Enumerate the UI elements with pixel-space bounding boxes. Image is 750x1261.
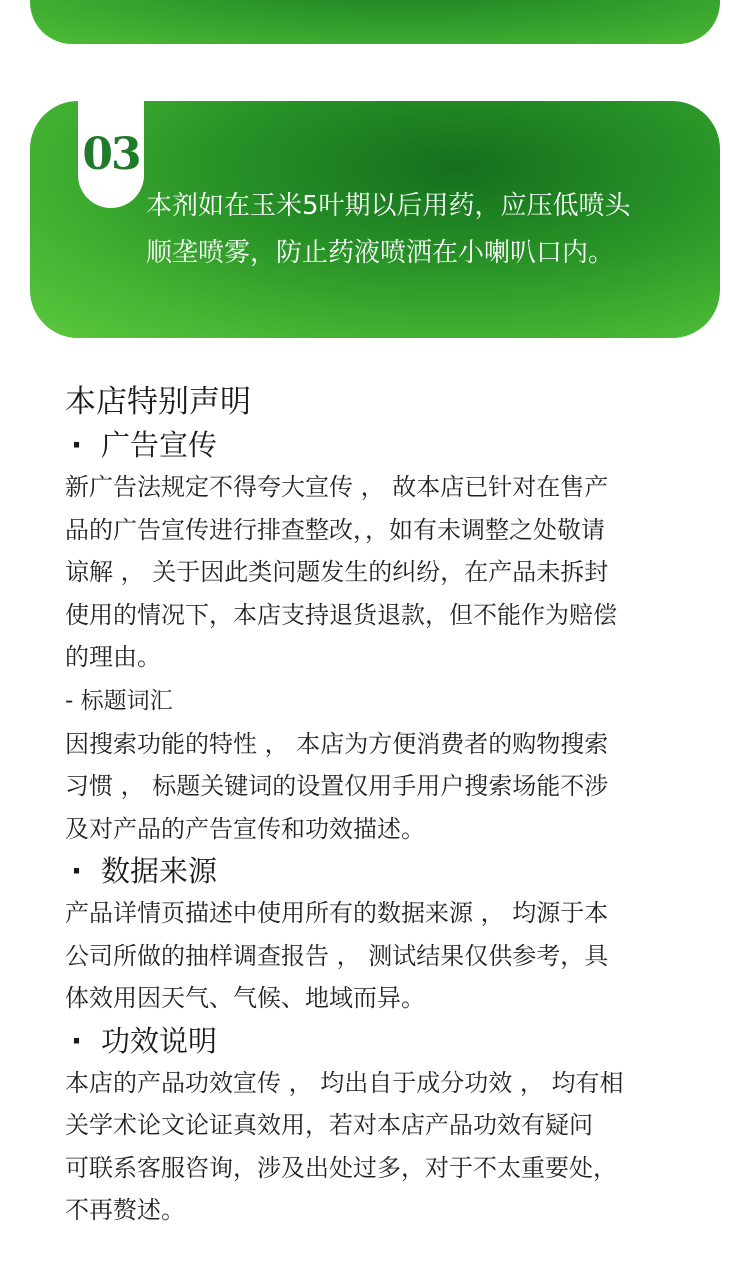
previous-step-card [30,0,720,44]
store-statement [65,380,700,1232]
paragraph-line: 可联系客服咨询，涉及出处过多，对于不太重要处， [65,1153,617,1182]
paragraph-line: 关学术论文论证真效用，若对本店产品功效有疑问 [65,1111,593,1139]
section-heading-advertising [65,424,700,466]
paragraph-line: 品的广告宣传进行排查整改，，如有未调整之处敬请 [65,515,605,544]
section-heading-efficacy [65,1020,700,1062]
section-heading-label: 数据来源 [101,854,218,888]
section-heading-title-keywords [65,679,700,723]
bullet-icon: · [71,854,83,888]
section-heading-label: 功效说明 [101,1023,218,1058]
section-paragraph-title-keywords [65,723,700,851]
section-heading-label: 广告宣传 [101,428,218,462]
section-paragraph-efficacy [65,1062,700,1232]
step-text-line: 本剂如在玉米5叶期以后用药，应压低喷头 [146,191,631,221]
section-paragraph-advertising [65,466,700,679]
paragraph-line: 体效用因天气、气候、地域而异。 [65,984,425,1012]
dash-icon: - [65,687,74,714]
paragraph-line: 的理由。 [65,643,161,671]
step-text [146,183,706,277]
section-paragraph-data-source [65,892,700,1020]
bullet-icon: · [71,428,83,462]
paragraph-line: 公司所做的抽样调查报告 ， 测试结果仅供参考，具 [65,941,609,970]
paragraph-line: 本店的产品功效宣传 ， 均出自于成分功效 ， 均有相 [65,1068,624,1097]
paragraph-line: 谅解 ， 关于因此类问题发生的纠纷，在产品未拆封 [65,558,609,586]
section-heading-label: 标题词汇 [80,687,173,714]
step-number: 03 [82,129,140,180]
paragraph-line: 使用的情况下，本店支持退货退款，但不能作为赔偿 [65,600,617,629]
paragraph-line: 及对产品的产告宣传和功效描述。 [65,814,425,843]
paragraph-line: 产品详情页描述中使用所有的数据来源 ， 均源于本 [65,899,609,927]
statement-title: 本店特别声明 [65,384,251,420]
paragraph-line: 新广告法规定不得夸大宣传 ， 故本店已针对在售产 [65,473,609,501]
section-heading-data-source [65,850,700,892]
step-text-line: 顺垄喷雾，防止药液喷洒在小喇叭口内。 [146,238,615,268]
paragraph-line: 习惯 ， 标题关键词的设置仅用手用户搜索场能不涉 [65,772,609,800]
paragraph-line: 不再赘述。 [65,1196,185,1224]
step-number-tab [78,101,144,208]
bullet-icon: · [71,1023,83,1058]
paragraph-line: 因搜索功能的特性 ， 本店为方便消费者的购物搜索 [65,729,609,758]
step-card [30,101,720,338]
